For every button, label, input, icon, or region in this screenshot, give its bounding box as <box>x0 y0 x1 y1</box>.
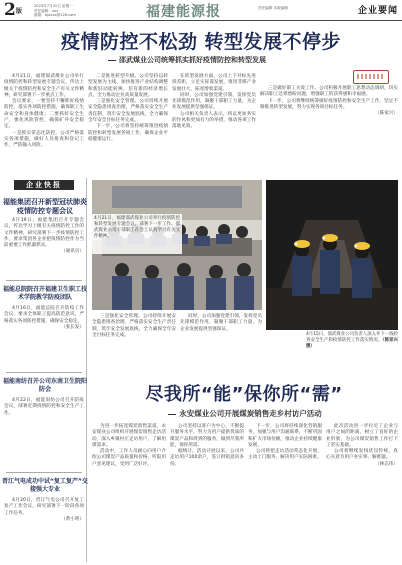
lead-column-3 <box>172 74 256 174</box>
lead-headline: 疫情防控不松劲 转型发展不停步 <box>60 31 342 53</box>
mine-photo <box>266 180 398 330</box>
lead-column-2 <box>88 74 168 174</box>
brief-title-2: 福能总院院召开福建卫生职工技术学院教学防疫团队 <box>2 286 87 301</box>
paragraph: 下一步，公司将继续统筹做好疫情防控和安全生产工作，坚定不移推进转型发展，努力实现各项目标任务。 <box>260 98 398 110</box>
brief-body-4 <box>4 498 84 560</box>
brief-title-4: 晋江气电成功中试“复工复产”交接强大专业 <box>2 478 88 493</box>
photo2-credit: （陈家兴 摄） <box>306 338 398 349</box>
byline: （张长发） <box>61 324 84 330</box>
paragraph: 同时，公司加强党建引领，发挥党员先锋模范作用，凝聚干部职工力量，为企业发展提供坚强保证。 <box>172 92 256 111</box>
paragraph: 为进一步拓宽煤炭销售渠道，永安煤业公司组织开展煤炭销售走访活动，深入乡镇村庄走访用户，了解用煤需求。 <box>92 424 166 448</box>
masthead-meta <box>34 4 76 18</box>
masthead-date: 2023年7月31日 星期一 <box>34 4 73 8</box>
lead-continuation-left <box>92 314 176 380</box>
paragraph: 4月20日，晋江气电公司召开复工复产工作会议，研究部署下一阶段各项工作任务。 <box>4 498 84 516</box>
bottom-column-2 <box>170 424 244 560</box>
divider <box>6 472 82 473</box>
lead-column-4 <box>260 86 398 176</box>
paragraph: 二是推进转型升级。公司坚持以转型发展为主线，加快推进产业结构调整和新旧动能转换，培育新的经济增长点，全力推动企业高质量发展。 <box>88 74 168 98</box>
brief-body-3 <box>4 398 84 468</box>
divider <box>6 372 82 373</box>
paragraph: 公司坚持以客户为中心，不断提升服务水平，努力为用户提供优质的煤炭产品和周到的服务，做到尽我所能，保你所需。 <box>170 424 244 448</box>
column-divider <box>86 178 87 562</box>
byline: （林志伟） <box>375 461 398 467</box>
lead-subhead: 邵武煤业公司统筹抓实抓好疫情防控和转型发展 <box>108 56 358 65</box>
bottom-subhead <box>90 409 400 418</box>
paragraph: 三是强化安全管理。公司持续开展安全隐患排查治理，严格落实安全生产责任制，筑牢安全发展底线，全力确保全年安全目标任务完成。 <box>88 99 168 124</box>
paragraph: 此次活动进一步拉近了企业与用户之间的距离，树立了良好的企业形象，为公司煤炭销售工作打下了坚实基础。 <box>326 424 398 448</box>
paragraph: 公司相关负责人表示，将以更加务实的作风和更加有力的举措，推动各项工作落地见效。 <box>172 111 256 130</box>
seal-stamp <box>353 70 389 84</box>
bottom-headline: 尽我所“能”保你所“需” <box>145 384 343 405</box>
page-unit: 版 <box>16 8 23 15</box>
bottom-column-4 <box>326 424 398 560</box>
masthead-right-meta: 责任编辑 本版编辑 <box>258 6 288 10</box>
masthead <box>0 0 402 21</box>
paragraph: 会议要求，一要坚持不懈抓好疫情防控，落实各项防控措施，确保职工生命安全和身体健康；二要抓好安全生产，强化风险管控，确保矿井安全稳定。 <box>4 99 84 130</box>
briefs-label: 企业快报 <box>14 180 74 190</box>
paragraph: 4月16日，福能总院召开防疫工作会议，要求全体职工提高防范意识，严格落实各项防控措施，确保安全稳定。 <box>4 306 84 324</box>
lead-column-1 <box>4 74 84 174</box>
section-name: 企业要闻 <box>357 6 398 16</box>
paragraph: 下一步，公司将坚持统筹推进疫情防控和转型发展各项工作，确保企业平稳健康运行。 <box>88 124 168 142</box>
photo2-caption-text: 4月15日，邵武煤业公司负责人深入井下一线检查安全生产和疫情防控工作落实情况。 <box>306 332 398 343</box>
bottom-column-3 <box>248 424 322 560</box>
paragraph: 三是强化安全管理。公司持续开展安全隐患排查治理，严格落实安全生产责任制，筑牢安全发展底线，全力确保全年安全目标任务完成。 <box>92 314 176 338</box>
masthead-email: 邮箱：bjxxxx@126.com <box>34 13 76 17</box>
paragraph: 4月21日，福建邵武煤业公司举行疫情防控和转型发展专题会议，传达上级关于疫情防控和安全生产有关文件精神，研究部署下一步重点工作。 <box>4 74 84 98</box>
paragraph: 下一步，公司将持续深化营销服务，加强与用户沟通联系，不断巩固和扩大市场份额，推动企业持续健康发展。 <box>248 424 322 448</box>
paragraph: 在转型发展方面，公司上下对标先进找差距，立足实际谋发展，推进非煤产业发展壮大，拓宽增收渠道。 <box>172 74 256 92</box>
page-number: 2 <box>4 0 16 20</box>
paper-logo: 福建能源报 <box>146 4 221 20</box>
byline: （陈家兴） <box>375 111 398 117</box>
paragraph: 三是做好职工关爱工作。公司积极开展职工思想动态调研，切实解决职工急难愁盼问题，增强职工的获得感和幸福感。 <box>260 86 398 98</box>
brief-body-2 <box>4 306 84 366</box>
byline: （通讯员） <box>61 249 84 255</box>
brief-title-1: 福能集团召开新型冠状肺炎疫情防控专题会议 <box>3 198 87 215</box>
paragraph: 据统计，活动开展以来，公司共走访用户100余户，签订供销意向多份。 <box>170 449 244 467</box>
photo2-caption <box>306 332 398 362</box>
paragraph: 活动中，工作人员耐心向用户介绍公司煤炭产品质量和价格，听取用户意见建议，受到广泛好评。 <box>92 449 166 467</box>
paragraph: 4月22日，福能南纺公司召开防疫会议，部署近期疫情防控和安全生产工作。 <box>4 398 84 416</box>
paragraph: 4月19日，福能集团召开专题会议，传达学习上级有关疫情防控工作的文件精神，研究部署下一步疫情防控工作，要求集团各企业把疫情防控作为当前重要工作抓紧抓实。 <box>4 218 84 249</box>
bottom-subhead-text: 永安煤业公司开展煤炭销售走乡村访户活动 <box>179 409 322 418</box>
paragraph: 公司将继续发扬优良传统，真心实意为用户办实事、解难题。 <box>326 449 398 461</box>
bottom-column-1 <box>92 424 166 560</box>
brief-title-3: 福能南纺召开公司东南卫生院阳防会 <box>2 378 87 393</box>
byline: （黄小明） <box>61 516 84 522</box>
lead-continuation-right <box>180 314 262 380</box>
paragraph: 公司将把走访活动常态化开展，主动上门服务，解决用户实际困难。 <box>248 449 322 461</box>
paragraph: 一是抓实常态化防控。公司严格落实各项措施，做好人员排查和登记工作，严防输入风险。 <box>4 130 84 149</box>
divider <box>6 280 82 281</box>
paragraph: 同时，公司加强党建引领，发挥党员先锋模范作用，凝聚干部职工力量，为企业发展提供坚强保证。 <box>180 314 262 332</box>
photo1-caption: 4月21日，福建邵武煤业公司举行疫情防控和转型发展专题会议，部署下一步工作。邵武煤业公司干部职工在会上认真学习有关文件精神。 <box>92 214 182 254</box>
masthead-editor: 责任编辑：xxx <box>34 8 59 13</box>
